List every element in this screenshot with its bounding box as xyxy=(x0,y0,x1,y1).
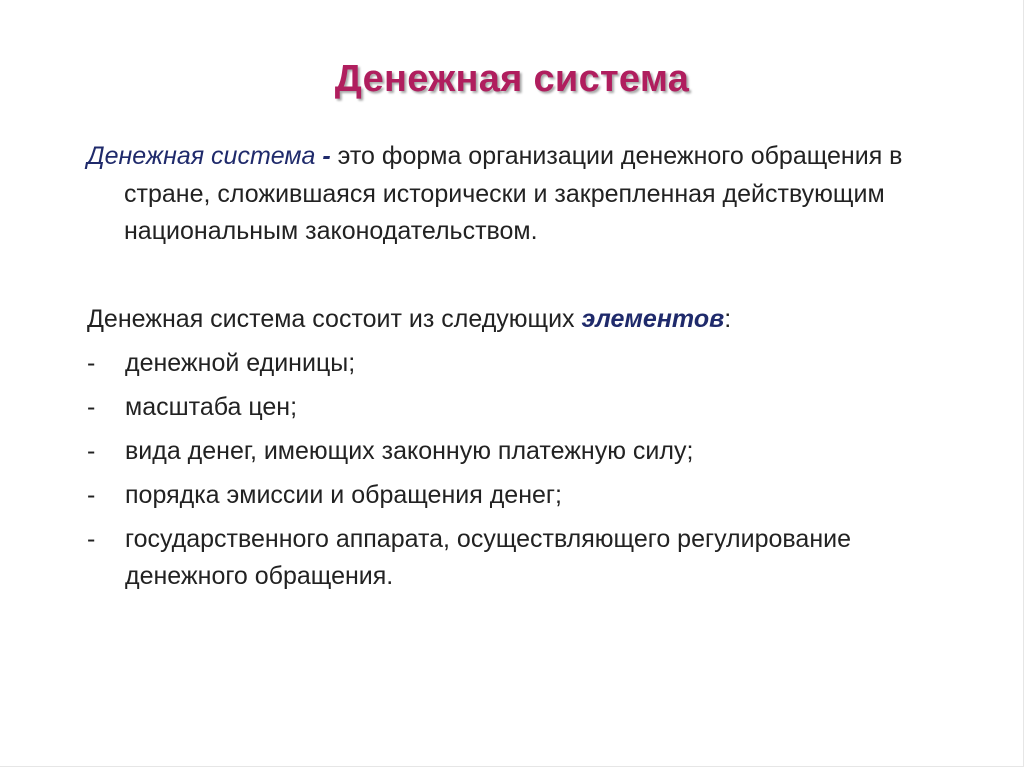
list-item xyxy=(87,433,947,470)
list-item xyxy=(87,345,947,382)
slide-title: Денежная система xyxy=(334,58,690,100)
definition-paragraph xyxy=(87,138,947,251)
list-item-marker: - xyxy=(87,393,96,421)
list-item-marker: - xyxy=(87,437,96,465)
elements-intro xyxy=(87,301,947,339)
list-item-marker: - xyxy=(87,525,96,553)
list-item-text: денежной единицы; xyxy=(125,349,356,377)
definition-dash: - xyxy=(315,142,338,170)
list-item-marker: - xyxy=(87,481,96,509)
list-item xyxy=(87,521,947,595)
elements-list xyxy=(87,345,947,595)
list-item-marker: - xyxy=(87,349,96,377)
definition-term: Денежная система xyxy=(87,142,316,170)
list-item-text: вида денег, имеющих законную платежную силу; xyxy=(125,437,694,465)
definition-text: это форма организации денежного обращения в стране, сложившаяся исторически и закрепленная действующим национальным законодательством. xyxy=(124,142,903,245)
list-item xyxy=(87,477,947,514)
list-item xyxy=(87,389,947,426)
slide-content xyxy=(87,138,947,595)
elements-word: элементов xyxy=(581,304,725,333)
intro-colon: : xyxy=(724,304,732,333)
list-item-text: порядка эмиссии и обращения денег; xyxy=(125,481,562,509)
intro-text: Денежная система состоит из следующих xyxy=(87,304,582,333)
list-item-text: масштаба цен; xyxy=(125,393,298,421)
list-item-text: государственного аппарата, осуществляющего регулирование денежного обращения. xyxy=(125,525,851,590)
